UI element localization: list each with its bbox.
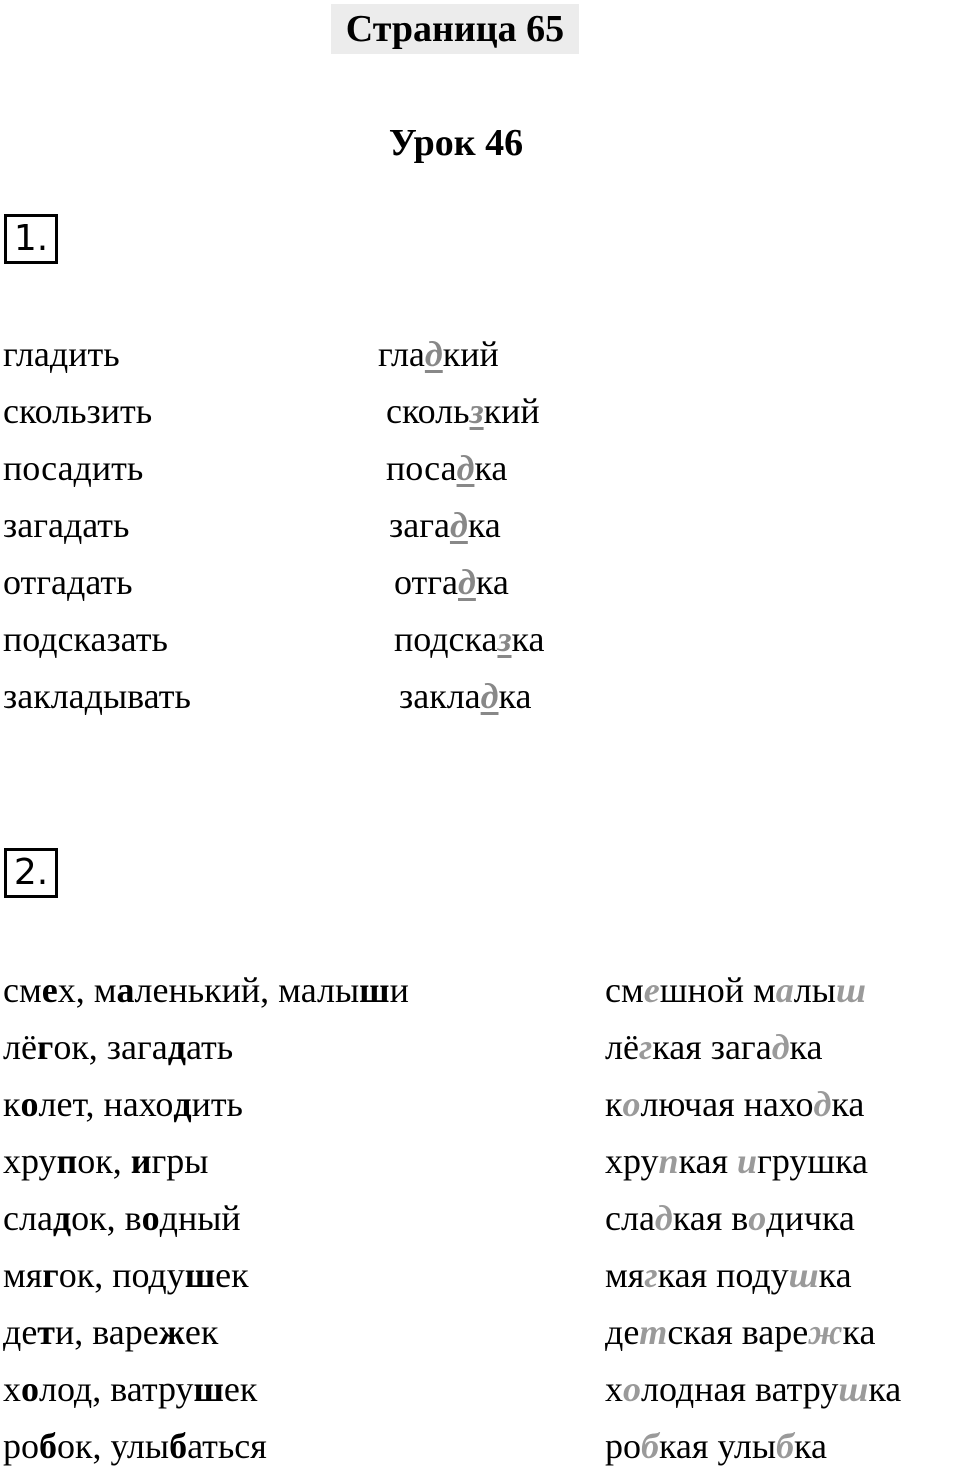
word-part: ленький, малы xyxy=(134,970,360,1010)
highlighted-letter: ш xyxy=(835,970,866,1010)
base-word xyxy=(3,446,143,490)
highlighted-letter: ш xyxy=(838,1369,869,1409)
highlighted-letter: г xyxy=(644,1255,658,1295)
word-part: кая поду xyxy=(657,1255,789,1295)
check-words xyxy=(3,968,409,1012)
word-part: ка xyxy=(474,448,508,488)
word-part: ка xyxy=(842,1312,876,1352)
word-part: ек xyxy=(184,1312,219,1352)
phrase xyxy=(605,1196,855,1240)
word-part: лодная ватру xyxy=(641,1369,839,1409)
word-part: дный xyxy=(159,1198,241,1238)
check-words xyxy=(3,1310,218,1354)
highlighted-letter: е xyxy=(643,970,660,1010)
word-part: дичка xyxy=(766,1198,855,1238)
base-word xyxy=(3,332,120,376)
highlighted-letter: д xyxy=(173,1084,192,1124)
phrase xyxy=(605,1424,827,1468)
base-word xyxy=(3,503,129,547)
derived-word xyxy=(399,674,531,718)
highlighted-letter: д xyxy=(456,448,475,488)
check-words xyxy=(3,1424,267,1468)
word-part: к xyxy=(3,1084,21,1124)
word-part: ка xyxy=(467,505,501,545)
page-title: Страница 65 xyxy=(331,4,579,54)
word-part: кая в xyxy=(672,1198,749,1238)
highlighted-letter: е xyxy=(41,970,58,1010)
word-part: закла xyxy=(399,676,481,716)
word-part: мя xyxy=(3,1255,43,1295)
word-part: посадить xyxy=(3,448,144,488)
word-part: ро xyxy=(3,1426,39,1466)
derived-word xyxy=(394,617,544,661)
derived-word xyxy=(394,560,509,604)
word-part: отгадать xyxy=(3,562,133,602)
word-part: сла xyxy=(3,1198,53,1238)
highlighted-letter: д xyxy=(480,676,499,716)
base-word xyxy=(3,560,133,604)
phrase xyxy=(605,968,866,1012)
highlighted-letter: з xyxy=(469,391,484,431)
word-part: де xyxy=(605,1312,640,1352)
highlighted-letter: о xyxy=(141,1198,160,1238)
word-part: х xyxy=(3,1369,21,1409)
word-part: лё xyxy=(3,1027,37,1067)
highlighted-letter: и xyxy=(130,1141,152,1181)
word-part: скользить xyxy=(3,391,153,431)
word-part: и xyxy=(389,970,409,1010)
phrase xyxy=(605,1310,875,1354)
task-2-number: 2. xyxy=(4,848,58,898)
derived-word xyxy=(389,503,501,547)
word-part: грушка xyxy=(757,1141,869,1181)
check-words xyxy=(3,1082,243,1126)
word-part: лет, нахо xyxy=(38,1084,174,1124)
word-part: ка xyxy=(511,619,545,659)
word-part: ро xyxy=(605,1426,641,1466)
word-part: хру xyxy=(605,1141,659,1181)
word-part: сколь xyxy=(386,391,470,431)
highlighted-letter: д xyxy=(424,334,443,374)
word-part: и, варе xyxy=(54,1312,159,1352)
highlighted-letter: о xyxy=(622,1084,641,1124)
highlighted-letter: т xyxy=(639,1312,668,1352)
check-words xyxy=(3,1253,249,1297)
word-part: ок, в xyxy=(71,1198,142,1238)
highlighted-letter: о xyxy=(21,1369,39,1409)
highlighted-letter: б xyxy=(39,1426,57,1466)
highlighted-letter: и xyxy=(737,1141,758,1181)
word-part: шной м xyxy=(659,970,776,1010)
word-part: ок, xyxy=(77,1141,131,1181)
word-part: мя xyxy=(605,1255,645,1295)
word-part: ка xyxy=(794,1426,827,1466)
word-part: зага xyxy=(389,505,450,545)
highlighted-letter: д xyxy=(813,1084,832,1124)
word-part: лючая нахо xyxy=(640,1084,814,1124)
word-part: ок, улы xyxy=(57,1426,170,1466)
word-part: гры xyxy=(151,1141,209,1181)
word-part: де xyxy=(3,1312,38,1352)
highlighted-letter: а xyxy=(775,970,794,1010)
word-part: ка xyxy=(868,1369,902,1409)
word-part: ить xyxy=(191,1084,243,1124)
highlighted-letter: д xyxy=(654,1198,673,1238)
highlighted-letter: б xyxy=(641,1426,659,1466)
word-part: хру xyxy=(3,1141,57,1181)
highlighted-letter: г xyxy=(36,1027,54,1067)
word-part: кая улы xyxy=(658,1426,777,1466)
word-part: ка xyxy=(818,1255,852,1295)
word-part: х xyxy=(605,1369,623,1409)
highlighted-letter: з xyxy=(497,619,512,659)
word-part: ка xyxy=(475,562,509,602)
check-words xyxy=(3,1139,208,1183)
word-part: ек xyxy=(223,1369,258,1409)
word-part: ка xyxy=(831,1084,865,1124)
word-part: х, м xyxy=(57,970,117,1010)
word-part: кий xyxy=(442,334,499,374)
highlighted-letter: о xyxy=(748,1198,767,1238)
word-part: лы xyxy=(793,970,836,1010)
highlighted-letter: д xyxy=(449,505,468,545)
highlighted-letter: д xyxy=(52,1198,72,1238)
word-part: гла xyxy=(378,334,425,374)
highlighted-letter: а xyxy=(116,970,135,1010)
highlighted-letter: ж xyxy=(808,1312,843,1352)
check-words xyxy=(3,1025,233,1069)
word-part: ская варе xyxy=(667,1312,809,1352)
highlighted-letter: г xyxy=(42,1255,59,1295)
word-part: лё xyxy=(605,1027,639,1067)
word-part: ать xyxy=(185,1027,234,1067)
highlighted-letter: б xyxy=(776,1426,794,1466)
word-part: кая xyxy=(678,1141,738,1181)
word-part: кий xyxy=(483,391,540,431)
base-word xyxy=(3,389,152,433)
base-word xyxy=(3,617,168,661)
word-part: гладить xyxy=(3,334,120,374)
highlighted-letter: ш xyxy=(193,1369,224,1409)
word-part: ка xyxy=(789,1027,823,1067)
highlighted-letter: о xyxy=(623,1369,641,1409)
word-part: кая зага xyxy=(652,1027,772,1067)
highlighted-letter: о xyxy=(20,1084,39,1124)
phrase xyxy=(605,1367,901,1411)
highlighted-letter: ж xyxy=(158,1312,185,1352)
highlighted-letter: д xyxy=(771,1027,790,1067)
highlighted-letter: т xyxy=(37,1312,55,1352)
lesson-title: Урок 46 xyxy=(388,122,524,164)
phrase xyxy=(605,1082,864,1126)
word-part: ок, зага xyxy=(53,1027,168,1067)
highlighted-letter: д xyxy=(458,562,476,602)
derived-word xyxy=(386,389,540,433)
derived-word xyxy=(378,332,499,376)
highlighted-letter: п xyxy=(56,1141,78,1181)
word-part: см xyxy=(3,970,42,1010)
word-part: подсказать xyxy=(3,619,168,659)
word-part: лод, ватру xyxy=(39,1369,194,1409)
word-part: ка xyxy=(498,676,532,716)
highlighted-letter: д xyxy=(167,1027,186,1067)
highlighted-letter: п xyxy=(658,1141,679,1181)
highlighted-letter: ш xyxy=(184,1255,216,1295)
task-1-number: 1. xyxy=(4,214,58,264)
phrase xyxy=(605,1139,868,1183)
derived-word xyxy=(386,446,507,490)
base-word xyxy=(3,674,191,718)
word-part: подска xyxy=(394,619,498,659)
word-part: загадать xyxy=(3,505,130,545)
word-part: ек xyxy=(215,1255,249,1295)
word-part: аться xyxy=(187,1426,267,1466)
highlighted-letter: г xyxy=(638,1027,653,1067)
word-part: см xyxy=(605,970,644,1010)
word-part: поса xyxy=(386,448,457,488)
highlighted-letter: б xyxy=(169,1426,188,1466)
word-part: отга xyxy=(394,562,459,602)
word-part: сла xyxy=(605,1198,655,1238)
word-part: к xyxy=(605,1084,623,1124)
phrase xyxy=(605,1253,852,1297)
phrase xyxy=(605,1025,822,1069)
highlighted-letter: ш xyxy=(359,970,390,1010)
check-words xyxy=(3,1196,241,1240)
word-part: ок, поду xyxy=(58,1255,185,1295)
check-words xyxy=(3,1367,257,1411)
highlighted-letter: ш xyxy=(788,1255,819,1295)
word-part: закладывать xyxy=(3,676,191,716)
